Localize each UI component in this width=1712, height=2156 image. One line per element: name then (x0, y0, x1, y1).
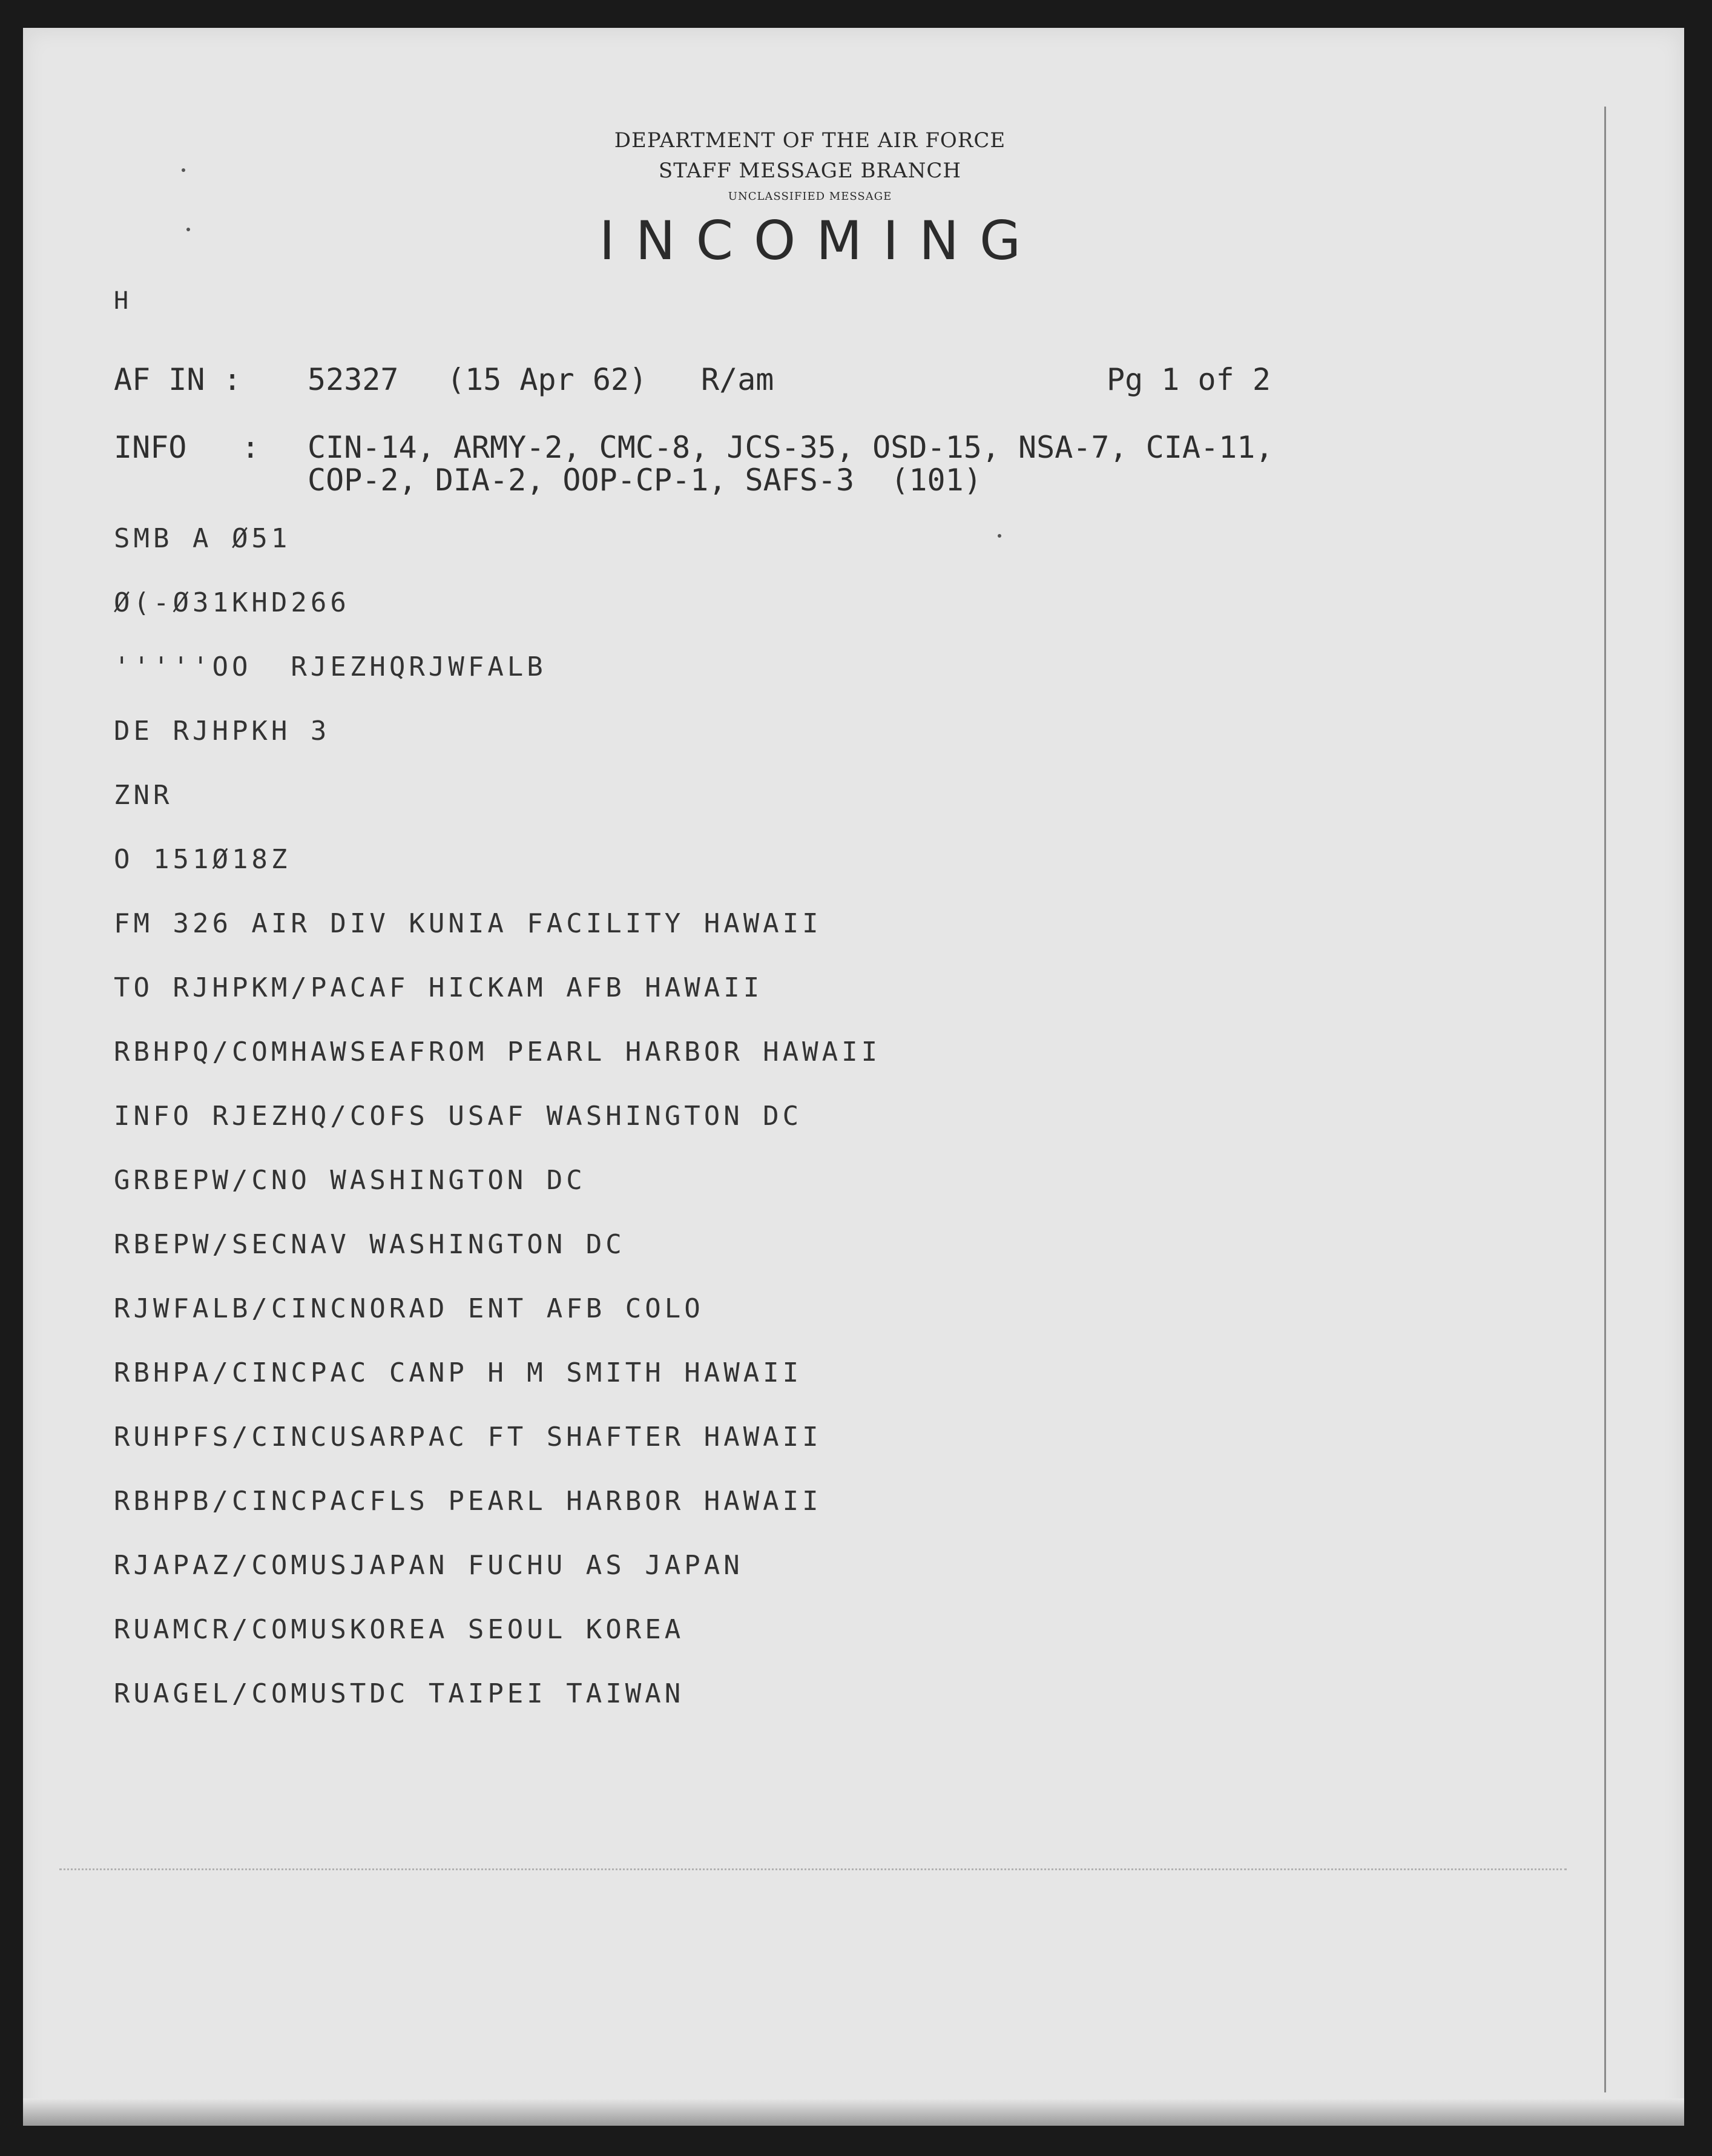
scan-speck (182, 168, 185, 172)
message-line: RBHPQ/COMHAWSEAFROM PEARL HARBOR HAWAII (114, 1037, 881, 1067)
info-distribution-line: CIN-14, ARMY-2, CMC-8, JCS-35, OSD-15, NSA-7, CIA-11, (308, 430, 1274, 465)
message-line: O 151Ø18Z (114, 844, 291, 875)
message-line: RUHPFS/CINCUSARPAC FT SHAFTER HAWAII (114, 1422, 822, 1452)
info-label: INFO : (114, 430, 260, 465)
message-line: INFO RJEZHQ/COFS USAF WASHINGTON DC (114, 1101, 803, 1132)
info-distribution-line: COP-2, DIA-2, OOP-CP-1, SAFS-3 (101) (308, 463, 982, 498)
document-page (23, 28, 1684, 2126)
message-line: '''''OO RJEZHQRJWFALB (114, 651, 547, 682)
message-line: FM 326 AIR DIV KUNIA FACILITY HAWAII (114, 908, 822, 939)
message-line: RJAPAZ/COMUSJAPAN FUCHU AS JAPAN (114, 1550, 743, 1581)
af-in-number: 52327 (308, 362, 399, 397)
message-line: Ø(-Ø31KHD266 (114, 587, 350, 618)
message-line: DE RJHPKH 3 (114, 716, 331, 747)
message-line: RUAMCR/COMUSKOREA SEOUL KOREA (114, 1614, 685, 1645)
page-bottom-shadow (23, 2098, 1684, 2126)
message-line: SMB A Ø51 (114, 523, 291, 554)
scan-speck (186, 228, 190, 231)
af-in-date: (15 Apr 62) (447, 362, 648, 397)
message-line: RBHPA/CINCPAC CANP H M SMITH HAWAII (114, 1357, 803, 1388)
message-line: RBHPB/CINCPACFLS PEARL HARBOR HAWAII (114, 1486, 822, 1517)
scan-speck (998, 534, 1001, 538)
message-line: RBEPW/SECNAV WASHINGTON DC (114, 1229, 625, 1260)
routing-mark: H (114, 287, 129, 315)
department-heading: DEPARTMENT OF THE AIR FORCE (614, 128, 1006, 153)
message-line: RJWFALB/CINCNORAD ENT AFB COLO (114, 1293, 704, 1324)
page-title: INCOMING (599, 209, 1042, 272)
dotted-separator (59, 1868, 1567, 1870)
af-in-label: AF IN : (114, 362, 242, 397)
classification-label: UNCLASSIFIED MESSAGE (728, 190, 892, 203)
message-line: RUAGEL/COMUSTDC TAIPEI TAIWAN (114, 1678, 685, 1709)
message-line: GRBEPW/CNO WASHINGTON DC (114, 1165, 586, 1196)
right-margin-rule (1604, 107, 1606, 2092)
message-line: TO RJHPKM/PACAF HICKAM AFB HAWAII (114, 972, 763, 1003)
page-number: Pg 1 of 2 (1107, 362, 1271, 397)
message-line: ZNR (114, 780, 173, 811)
af-in-code: R/am (701, 362, 774, 397)
branch-heading: STAFF MESSAGE BRANCH (658, 159, 962, 183)
